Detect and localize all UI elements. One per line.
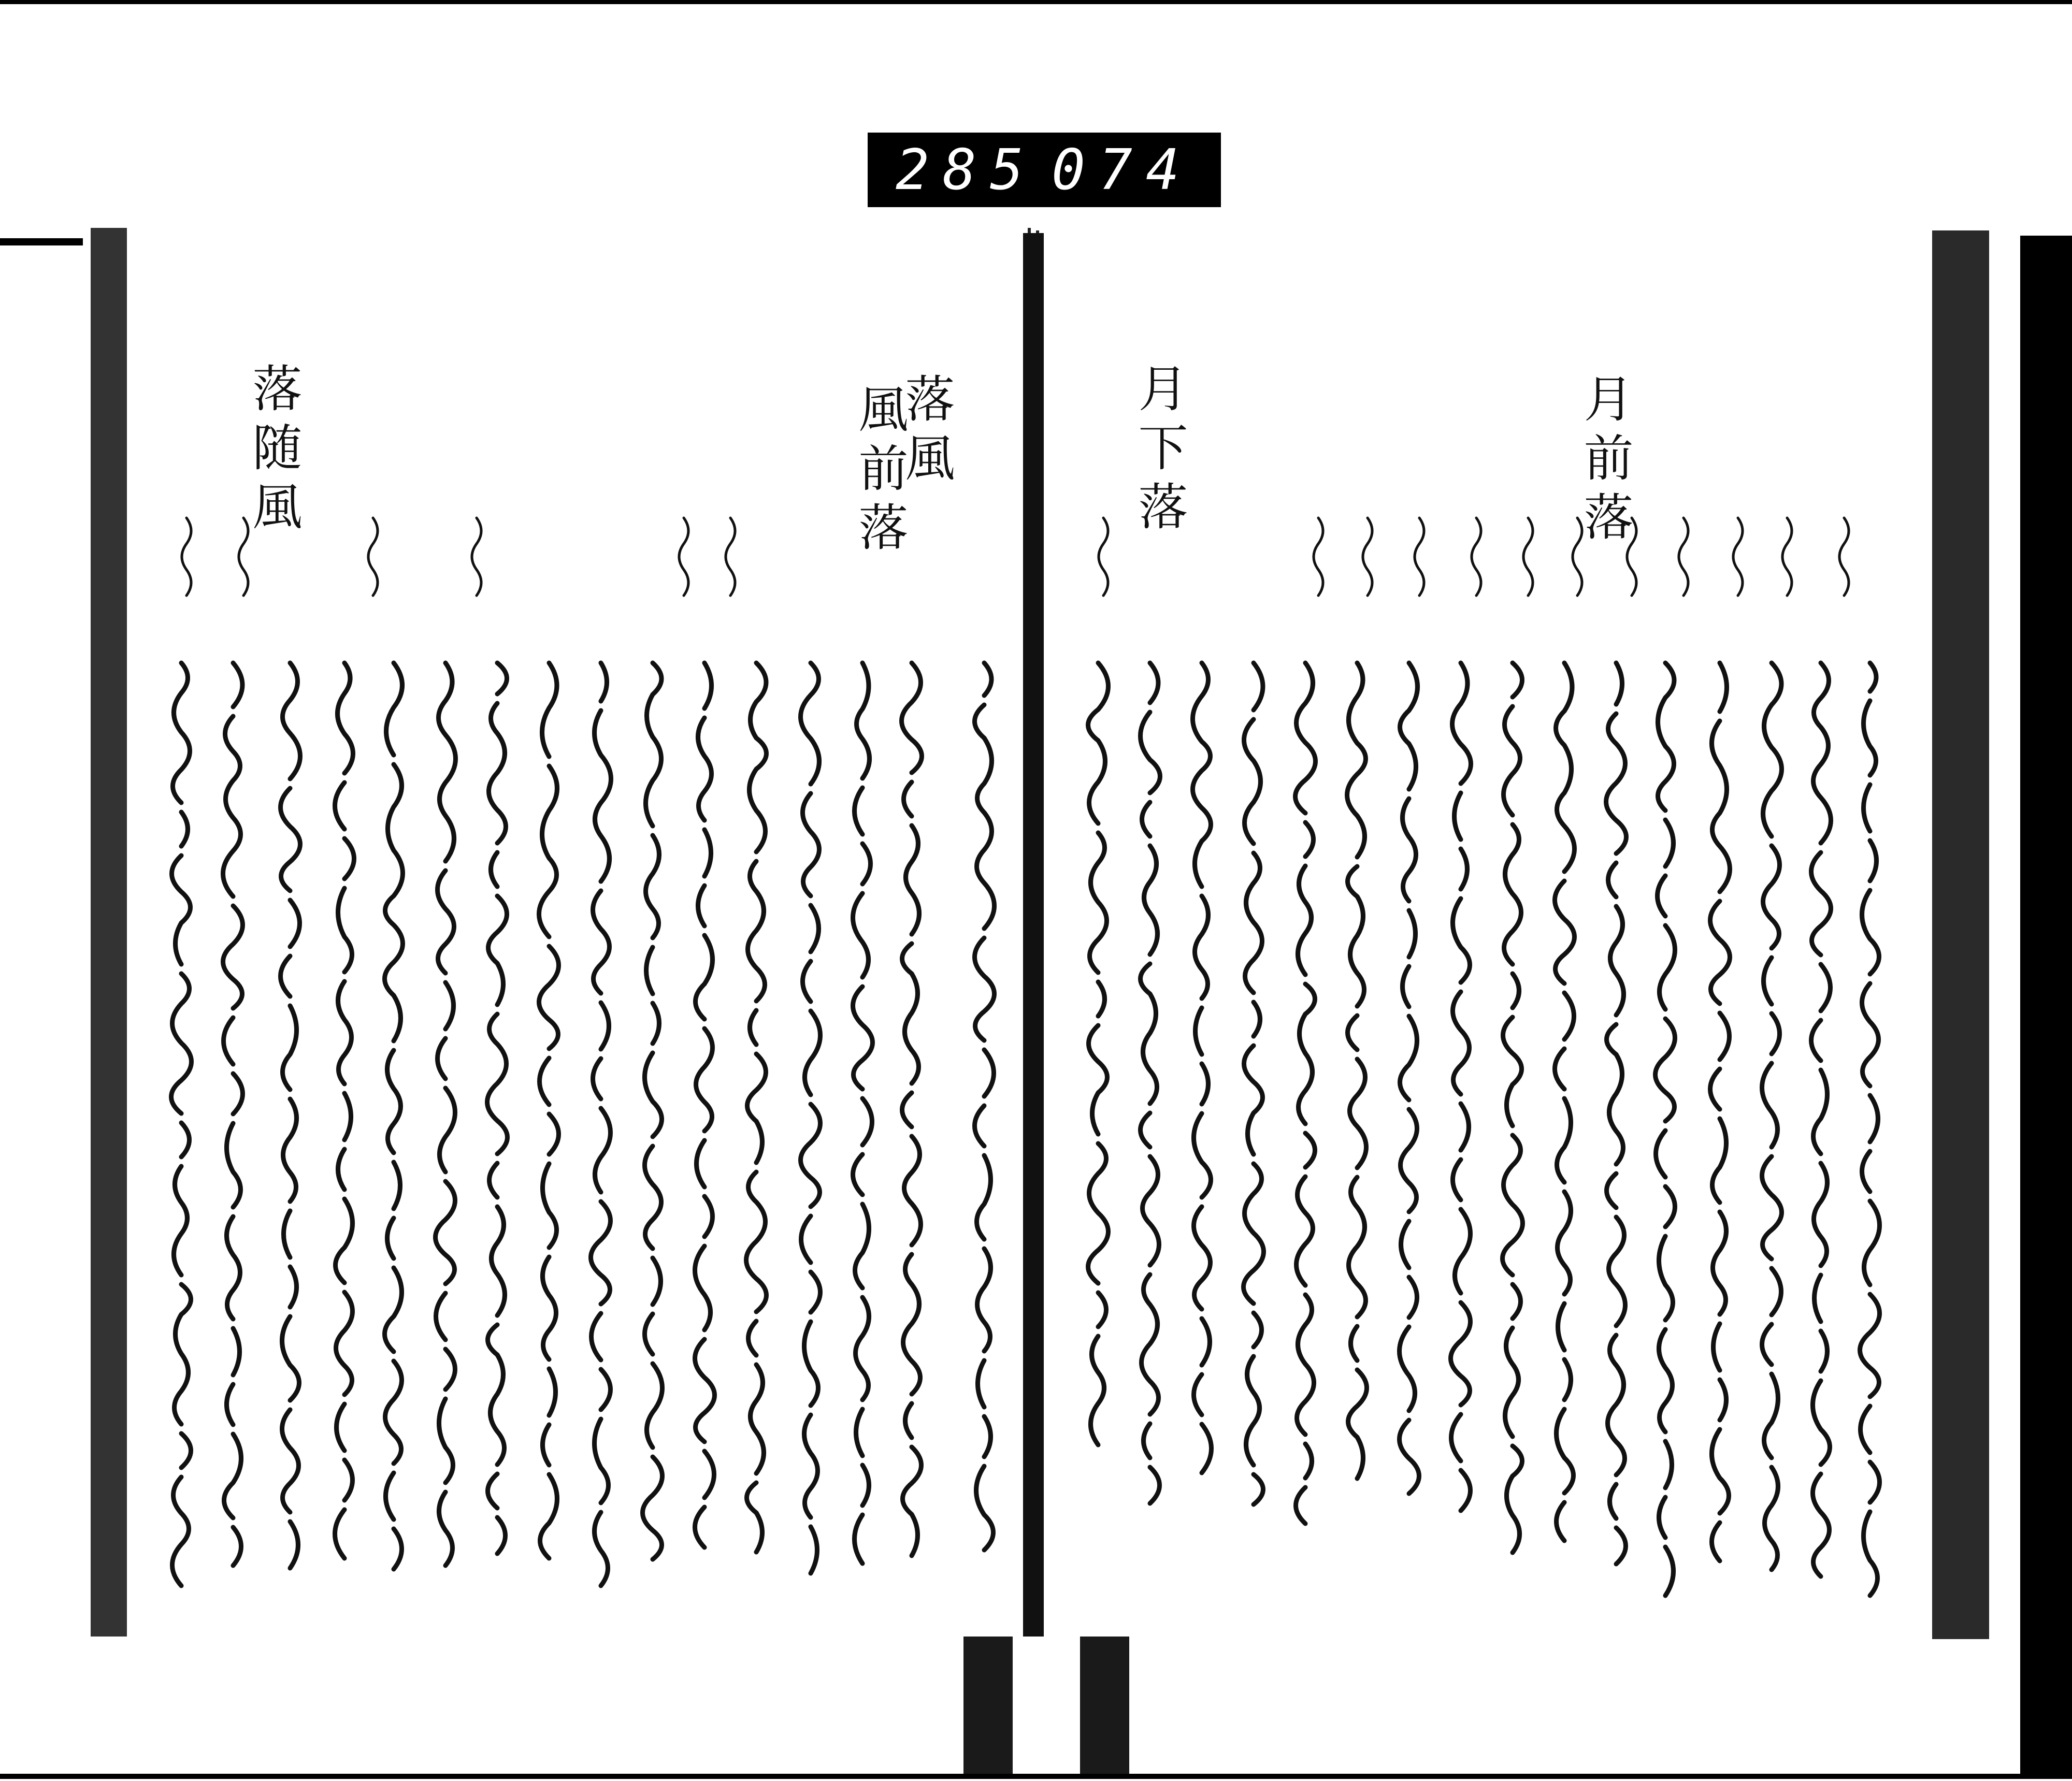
- author-note: [1627, 518, 1636, 596]
- manuscript-column: [1347, 663, 1367, 1488]
- heading-under-moon: 月下落: [1130, 363, 1188, 540]
- manuscript-column: [801, 663, 821, 1583]
- manuscript-column: [643, 663, 663, 1569]
- counter-right-number: 074: [1051, 137, 1193, 202]
- manuscript-column: [1296, 663, 1316, 1524]
- manuscript-column: [1606, 663, 1627, 1564]
- author-note: [1472, 518, 1481, 596]
- author-note: [1573, 518, 1582, 596]
- manuscript-column: [695, 663, 715, 1557]
- manuscript-column: [591, 663, 611, 1586]
- author-note: [1839, 518, 1849, 596]
- manuscript-column: [436, 663, 456, 1566]
- manuscript-column: [746, 663, 767, 1552]
- manuscript-column: [1656, 663, 1675, 1596]
- manuscript-column: [281, 663, 300, 1577]
- manuscript-column: [539, 663, 559, 1568]
- manuscript-column: [1860, 663, 1880, 1605]
- author-note: [1679, 518, 1688, 596]
- manuscript-column: [1710, 663, 1730, 1561]
- author-note: [1363, 518, 1372, 596]
- author-note: [472, 518, 481, 596]
- manuscript-column: [1451, 663, 1471, 1520]
- author-note: [679, 518, 688, 596]
- counter-left-number: 285: [895, 137, 1038, 202]
- manuscript-column: [487, 663, 508, 1554]
- manuscript-column: [1400, 663, 1419, 1494]
- manuscript-column: [223, 663, 243, 1566]
- manuscript-column: [335, 663, 354, 1558]
- manuscript-column: [1088, 663, 1109, 1454]
- author-note: [726, 518, 735, 596]
- author-note: [182, 518, 191, 596]
- author-note: [1099, 518, 1108, 596]
- manuscript-column: [1811, 663, 1831, 1586]
- manuscript-column: [1244, 663, 1264, 1504]
- author-note: [1782, 518, 1792, 596]
- author-note: [368, 518, 378, 596]
- manuscript-column: [1555, 663, 1575, 1541]
- manuscript-column: [1141, 663, 1160, 1503]
- heading-follow-wind: 落随風: [244, 363, 303, 540]
- author-note: [1523, 518, 1533, 596]
- author-note: [239, 518, 248, 596]
- author-note: [1314, 518, 1323, 596]
- manuscript-column: [902, 663, 922, 1565]
- author-note: [1733, 518, 1743, 596]
- author-note: [1415, 518, 1424, 596]
- manuscript-column: [1193, 663, 1212, 1473]
- manuscript-column: [1762, 663, 1782, 1579]
- heading-before-wind: 風前落: [851, 383, 909, 560]
- manuscript-column: [171, 663, 192, 1595]
- manuscript-column: [385, 663, 403, 1579]
- heading-moon-falling: 月前落: [1576, 373, 1634, 550]
- manuscript-column: [853, 663, 873, 1563]
- manuscript-column: [1503, 663, 1523, 1553]
- manuscript-column: [975, 663, 995, 1559]
- heading-falling-wind: 落風: [897, 373, 955, 491]
